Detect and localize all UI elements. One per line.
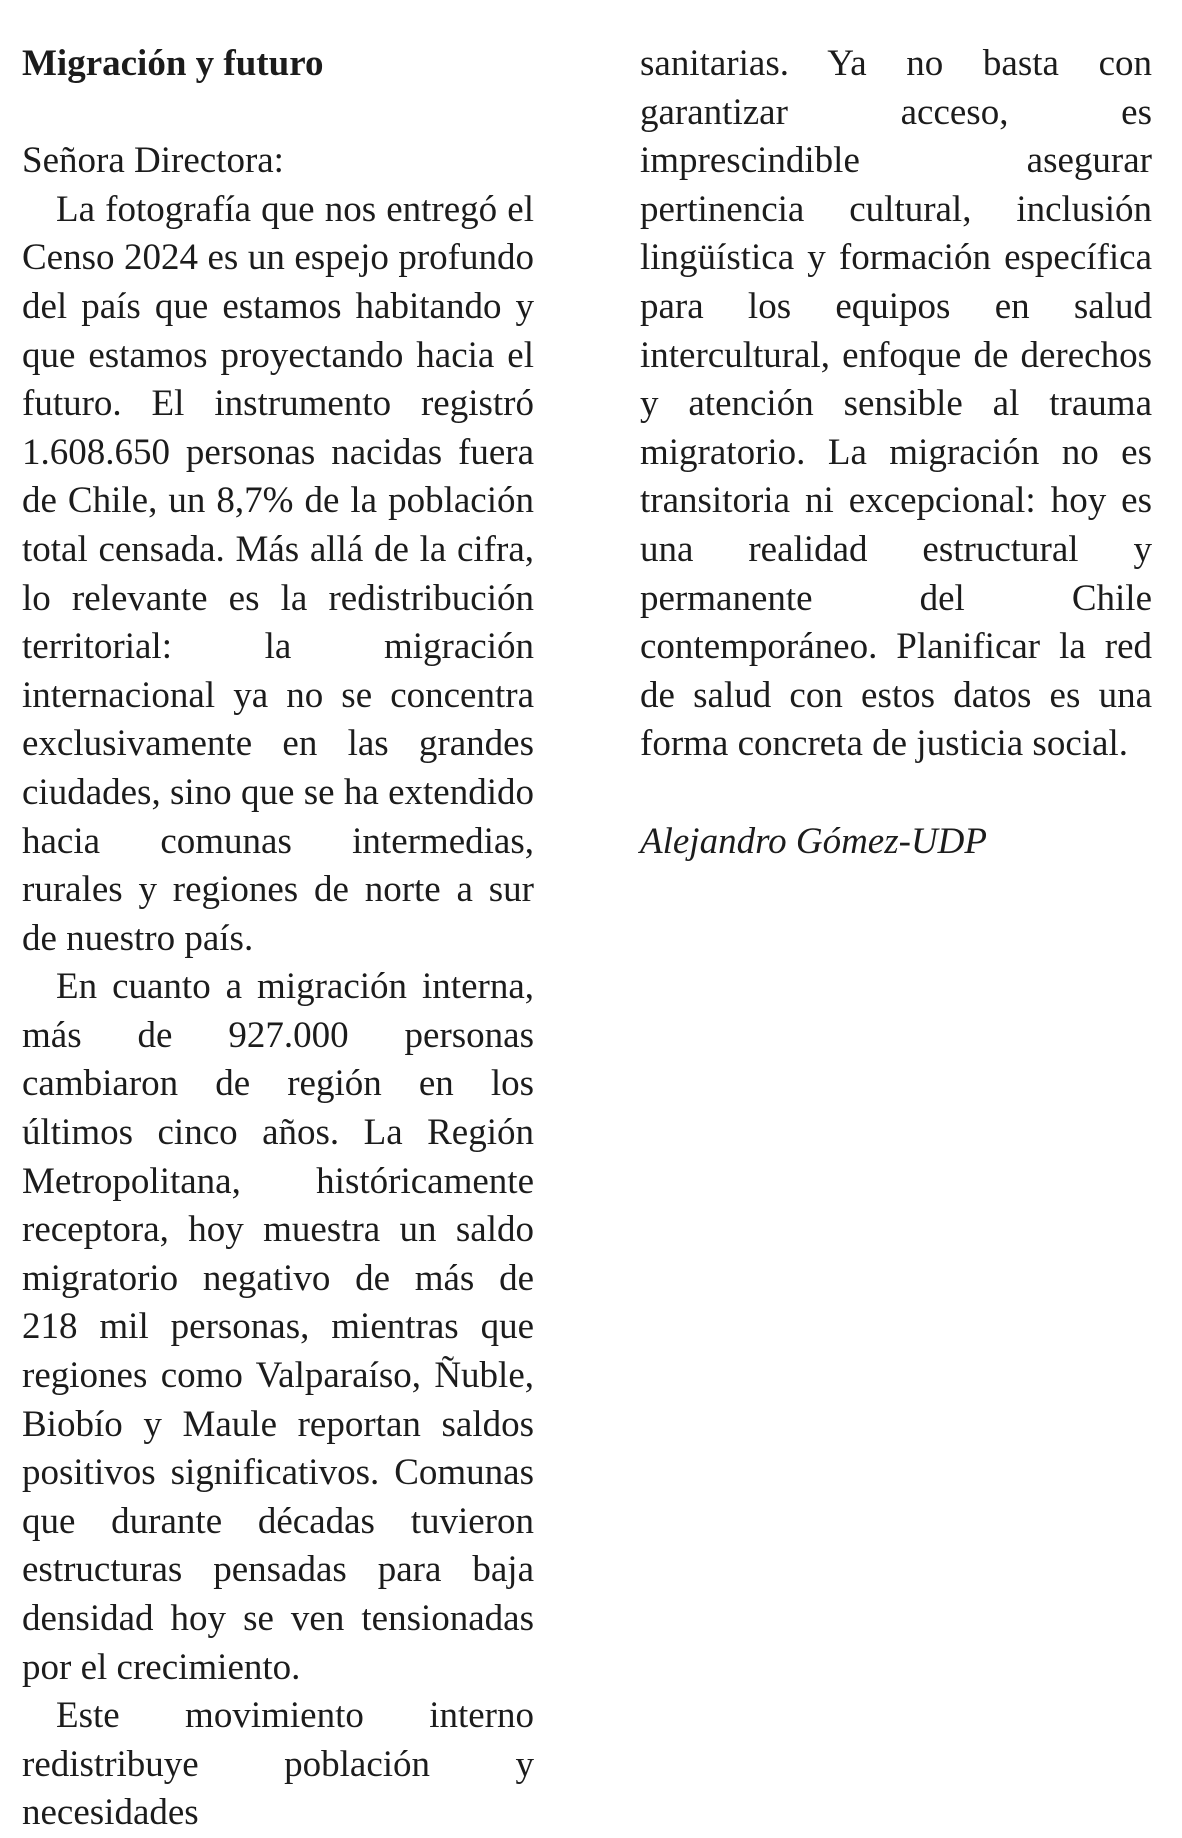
letter-salutation: Señora Directora: (22, 140, 284, 182)
letter-column-left (22, 40, 534, 1838)
letter-column-right (640, 40, 1152, 866)
letter-paragraph-1: La fotografía que nos entregó el Censo 2024 es un espejo profundo del país que estamos habitando y que estamos proyectando hacia el futuro. El instrumento registró 1.608.650 personas nacidas fuera de Chile, un 8,7% de la población total censada. Más allá de la cifra, lo relevante es la redistribución territorial: la migración internacional ya no se concentra exclusivamente en las grandes ciudades, sino que se ha extendido hacia comunas intermedias, rurales y regiones de norte a sur de nuestro país. (22, 188, 534, 959)
letter-paragraph-3-start: Este movimiento interno redistribuye población y necesidades (22, 1695, 534, 1834)
letter-paragraph-2: En cuanto a migración interna, más de 927.000 personas cambiaron de región en los últimos cinco años. La Región Metropolitana, históricamente receptora, hoy muestra un saldo migratorio negativo de más de 218 mil personas, mientras que regiones como Valparaíso, Ñuble, Biobío y Maule reportan saldos positivos significativos. Comunas que durante décadas tuvieron estructuras pensadas para baja densidad hoy se ven tensionadas por el crecimiento. (22, 966, 534, 1688)
letter-signature: Alejandro Gómez-UDP (640, 820, 987, 862)
letter-paragraph-3-continued: sanitarias. Ya no basta con garantizar acceso, es imprescindible asegurar pertinencia cultural, inclusión lingüística y formación específica para los equipos en salud intercultural, enfoque de derechos y atención sensible al trauma migratorio. La migración no es transitoria ni excepcional: hoy es una realidad estructural y permanente del Chile contemporáneo. Planificar la red de salud con estos datos es una forma concreta de justicia social. (640, 43, 1152, 765)
letter-title: Migración y futuro (22, 43, 324, 84)
